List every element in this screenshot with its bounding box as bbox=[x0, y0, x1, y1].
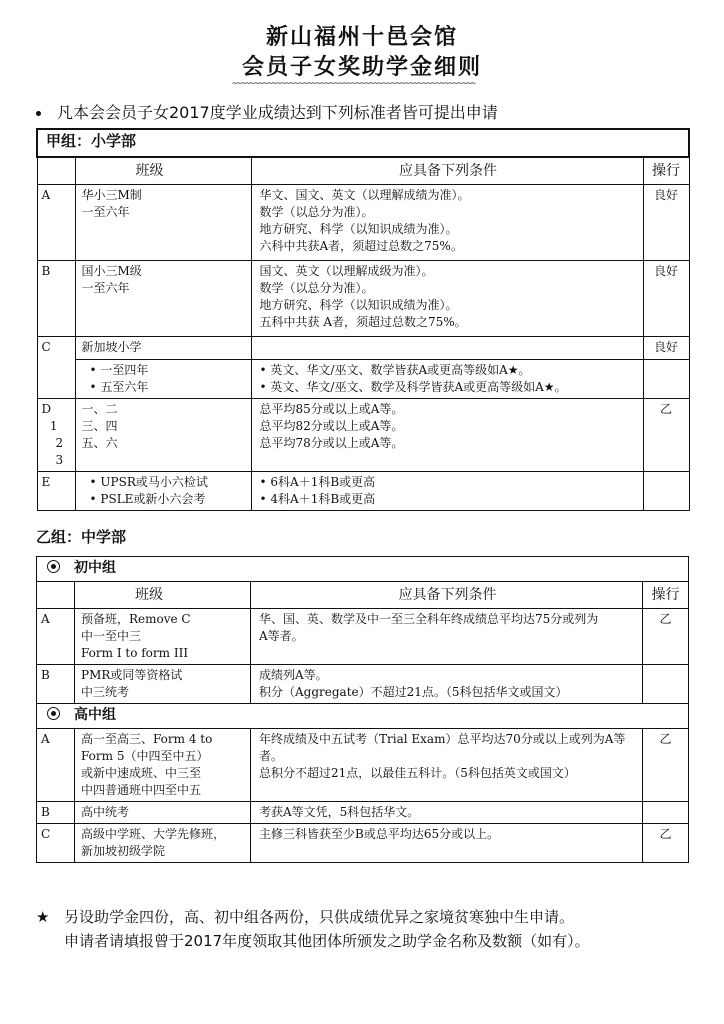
cond-line: • 4科A＋1科B或更高 bbox=[260, 491, 637, 508]
row-class bbox=[75, 261, 251, 337]
cond-line: 地方研究、科学（以知识成绩为准）。 bbox=[259, 298, 458, 312]
cond-line: • 6科A＋1科B或更高 bbox=[260, 474, 637, 491]
row-key: B bbox=[37, 665, 75, 704]
row-conditions bbox=[251, 337, 643, 360]
row-sub-number: 2 bbox=[55, 436, 64, 450]
row-conditions bbox=[251, 665, 643, 704]
row-conduct: 良好 bbox=[643, 337, 689, 360]
cond-line: 数学（以总分为准）。 bbox=[259, 205, 374, 219]
class-line: 华小三M制 bbox=[81, 188, 142, 202]
row-sub-numbers bbox=[42, 418, 58, 435]
class-line: • 一至四年 bbox=[90, 362, 245, 379]
row-key: C bbox=[37, 824, 75, 863]
row-conduct: 良好 bbox=[643, 261, 689, 337]
cond-line: • 英文、华文/巫文、数学及科学皆获A或更高等级如A★。 bbox=[260, 379, 637, 396]
cond-line: 华、国、英、数学及中一至三全科年终成绩总平均达75分或列为 bbox=[259, 612, 599, 626]
row-key bbox=[37, 399, 75, 472]
row-key: A bbox=[37, 609, 75, 665]
row-key: B bbox=[37, 802, 75, 824]
document-subtitle: 会员子女奖助学金细则 bbox=[241, 55, 482, 80]
cond-line: 六科中共获A者，须超过总数之75%。 bbox=[259, 239, 463, 253]
row-key: C bbox=[37, 337, 75, 399]
row-conduct: 乙 bbox=[643, 609, 689, 665]
table-row bbox=[37, 824, 689, 863]
row-class bbox=[75, 185, 251, 261]
table-row bbox=[37, 360, 689, 399]
row-class bbox=[75, 399, 251, 472]
row-class bbox=[75, 824, 251, 863]
row-class bbox=[75, 609, 251, 665]
header-conduct: 操行 bbox=[643, 157, 689, 185]
class-line: 中三统考 bbox=[81, 685, 130, 699]
row-class bbox=[75, 802, 251, 824]
cond-line: 积分（Aggregate）不超过21点。（5科包括华文或国文） bbox=[259, 685, 568, 699]
footer-note-2: 申请者请填报曾于2017年度领取其他团体所颁发之助学金名称及数额（如有）。 bbox=[64, 932, 590, 950]
row-key-letter: D bbox=[41, 402, 52, 416]
row-class bbox=[75, 665, 251, 704]
upper-secondary-label: 高中组 bbox=[74, 707, 116, 723]
header-class: 班级 bbox=[75, 157, 251, 185]
table-row bbox=[37, 261, 689, 337]
class-line: 五、六 bbox=[81, 436, 118, 450]
row-conduct bbox=[643, 360, 689, 399]
row-conditions bbox=[251, 261, 643, 337]
row-class bbox=[75, 472, 251, 511]
cond-line: 国文、英文（以理解成级为准）。 bbox=[259, 264, 434, 278]
cond-line: • 英文、华文/巫文、数学皆获A或更高等级如A★。 bbox=[260, 362, 637, 379]
radio-bullet-icon bbox=[47, 707, 60, 720]
row-conditions bbox=[251, 729, 643, 802]
table-row bbox=[37, 802, 689, 824]
class-line: 中四普通班中四至中五 bbox=[81, 783, 202, 797]
secondary-table bbox=[36, 556, 689, 863]
decorative-divider: ~~~~~~~~~~~~~~~~~~~~~~~~~~~~~~~~~~~~~~~~~~~~~~~~~~~~~~~ bbox=[232, 80, 476, 88]
cond-line: 成绩列A等。 bbox=[259, 668, 328, 682]
cond-line: 者。 bbox=[259, 749, 284, 763]
primary-table bbox=[36, 128, 690, 511]
class-line: • PSLE或新小六会考 bbox=[90, 491, 245, 508]
intro-line bbox=[36, 100, 498, 123]
row-sub-number: 1 bbox=[49, 419, 58, 433]
class-line: 高中统考 bbox=[81, 805, 130, 819]
row-conduct bbox=[643, 802, 689, 824]
row-key: B bbox=[37, 261, 75, 337]
row-conduct: 乙 bbox=[643, 399, 689, 472]
cond-line: 总平均82分或以上或A等。 bbox=[259, 419, 404, 433]
row-key: A bbox=[37, 185, 75, 261]
star-icon: ★ bbox=[36, 908, 50, 926]
cond-line: 总积分不超过21点，以最佳五科计。（5科包括英文或国文） bbox=[259, 766, 576, 780]
class-line: 一、二 bbox=[81, 402, 118, 416]
class-line: Form 5（中四至中五） bbox=[81, 749, 209, 763]
class-line: 预备班，Remove C bbox=[81, 612, 191, 626]
header-conditions: 应具备下列条件 bbox=[251, 582, 643, 609]
cond-line: 考获A等文凭，5科包括华文。 bbox=[259, 805, 420, 819]
cond-line: 总平均78分或以上或A等。 bbox=[259, 436, 404, 450]
primary-heading: 甲组：小学部 bbox=[37, 129, 689, 157]
row-conditions bbox=[251, 824, 643, 863]
cond-line: 地方研究、科学（以知识成绩为准）。 bbox=[259, 222, 458, 236]
upper-secondary-heading bbox=[37, 704, 689, 729]
class-line: 新加坡初级学院 bbox=[81, 844, 166, 858]
cond-line: 主修三科皆获至少B或总平均达65分或以上。 bbox=[259, 827, 500, 841]
row-conduct: 乙 bbox=[643, 729, 689, 802]
row-class bbox=[75, 360, 251, 399]
class-line: 中一至中三 bbox=[81, 629, 142, 643]
class-line: 新加坡小学 bbox=[81, 340, 142, 354]
header-conditions: 应具备下列条件 bbox=[251, 157, 643, 185]
class-line: • UPSR或马小六检试 bbox=[90, 474, 245, 491]
bullet-icon bbox=[36, 111, 41, 116]
header-blank bbox=[37, 582, 75, 609]
row-conduct bbox=[643, 665, 689, 704]
intro-text: 凡本会会员子女2017度学业成绩达到下列标准者皆可提出申请 bbox=[57, 103, 498, 122]
class-line: • 五至六年 bbox=[90, 379, 245, 396]
table-row bbox=[37, 729, 689, 802]
class-line: 三、四 bbox=[81, 419, 118, 433]
header-class: 班级 bbox=[75, 582, 251, 609]
footer-note-1 bbox=[36, 906, 574, 927]
lower-secondary-heading bbox=[37, 557, 689, 582]
cond-line: 数学（以总分为准）。 bbox=[259, 281, 374, 295]
header-conduct: 操行 bbox=[643, 582, 689, 609]
class-line: 高一至高三、Form 4 to bbox=[81, 732, 213, 746]
row-sub-number: 3 bbox=[55, 453, 64, 467]
row-conditions bbox=[251, 472, 643, 511]
row-key: A bbox=[37, 729, 75, 802]
cond-line: A等者。 bbox=[259, 629, 304, 643]
table-row bbox=[37, 399, 689, 472]
table-row bbox=[37, 472, 689, 511]
table-row bbox=[37, 609, 689, 665]
class-line: PMR或同等资格试 bbox=[81, 668, 183, 682]
cond-line: 年终成绩及中五试考（Trial Exam）总平均达70分或以上或列为A等 bbox=[259, 732, 626, 746]
cond-line: 总平均85分或以上或A等。 bbox=[259, 402, 404, 416]
row-conditions bbox=[251, 185, 643, 261]
cond-line: 五科中共获 A者，须超过总数之75%。 bbox=[259, 315, 467, 329]
row-class bbox=[75, 729, 251, 802]
header-blank bbox=[37, 157, 75, 185]
class-line: 一至六年 bbox=[81, 281, 130, 295]
row-conditions bbox=[251, 609, 643, 665]
row-class bbox=[75, 337, 251, 360]
row-conditions bbox=[251, 399, 643, 472]
table-row bbox=[37, 665, 689, 704]
row-conduct: 良好 bbox=[643, 185, 689, 261]
secondary-heading: 乙组：中学部 bbox=[36, 528, 127, 546]
document-title: 新山福州十邑会馆 bbox=[265, 25, 458, 50]
table-row bbox=[37, 185, 689, 261]
footer-text-1: 另设助学金四份，高、初中组各两份，只供成绩优异之家境贫寒独中生申请。 bbox=[64, 908, 575, 926]
cond-line: 华文、国文、英文（以理解成绩为准）。 bbox=[259, 188, 470, 202]
class-line: 高级中学班、大学先修班， bbox=[81, 827, 226, 841]
class-line: Form I to form III bbox=[81, 646, 189, 660]
class-line: 或新中速成班、中三至 bbox=[81, 766, 202, 780]
row-key: E bbox=[37, 472, 75, 511]
class-line: 一至六年 bbox=[81, 205, 130, 219]
radio-bullet-icon bbox=[47, 560, 60, 573]
row-conduct: 乙 bbox=[643, 824, 689, 863]
table-row bbox=[37, 337, 689, 360]
class-line: 国小三M级 bbox=[81, 264, 142, 278]
lower-secondary-label: 初中组 bbox=[74, 560, 116, 576]
row-conditions bbox=[251, 360, 643, 399]
row-conduct bbox=[643, 472, 689, 511]
row-conditions bbox=[251, 802, 643, 824]
